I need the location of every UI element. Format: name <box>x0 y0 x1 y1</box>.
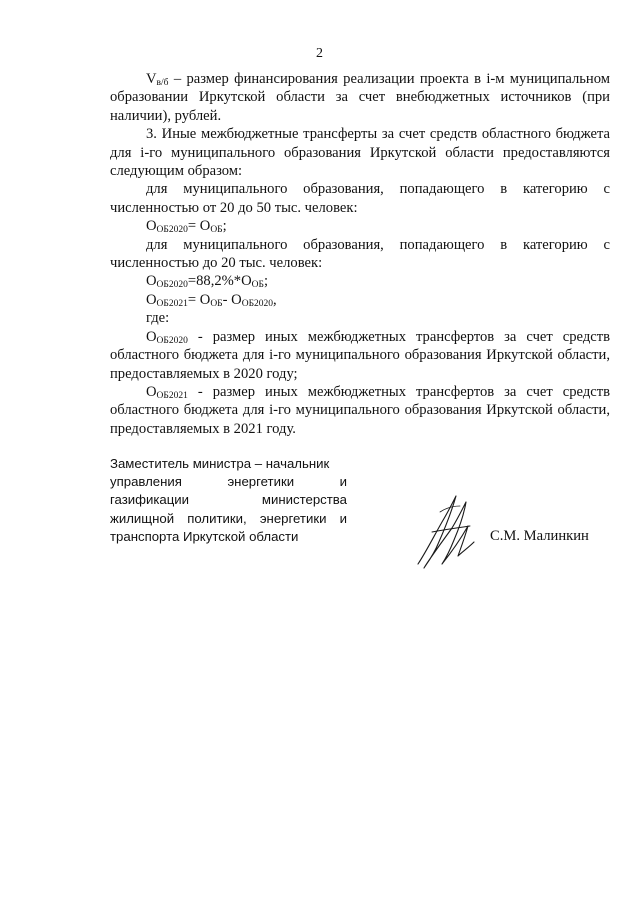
formula-2021: $О_{ОБ2021}= О_{ОБ}-$ $О_{ОБ2020}$, <box>146 291 277 309</box>
paragraph-text: – размер финансирования реализации проекта в i-м муниципальном образовании Иркутской области за счет внебюджетных источников (при наличии), рублей. <box>110 71 610 124</box>
signatory-line-3: газификации министерства <box>110 492 347 508</box>
handwritten-signature <box>412 492 482 572</box>
paragraph-item-3: 3. Иные межбюджетные трансферты за счет средств областного бюджета для i-го муниципального образования Иркутской области предоставляются следующим образом: <box>110 126 610 180</box>
signatory-line-4: жилищной политики, энергетики и <box>110 510 347 526</box>
formula-2020-small: $О_{ОБ2020}=88,2\%*О_{ОБ}$; <box>146 273 269 291</box>
symbol-subscript: в/б <box>156 78 169 88</box>
definition-2021: $О_{ОБ2021}$ - размер иных межбюджетных трансфертов за счет средств областного бюджета для i-го муниципального образования Иркутской области, предоставляемых в 2021 году. <box>110 383 610 437</box>
symbol: V <box>146 71 157 87</box>
signatory-name: С.М. Малинкин <box>490 528 589 544</box>
paragraph-category-20-50: для муниципального образования, попадающего в категорию с численностью от 20 до 50 тыс. человек: <box>110 181 610 216</box>
signatory-line-5: транспорта Иркутской области <box>110 528 299 544</box>
where-label: где: <box>146 310 170 327</box>
signatory-line-1: Заместитель министра – начальник <box>110 456 330 471</box>
definition-2020: $О_{ОБ2020}$ - размер иных межбюджетных трансфертов за счет средств областного бюджета для i-го муниципального образования Иркутской области, предоставляемых в 2020 году; <box>110 328 610 382</box>
signatory-title <box>110 455 347 546</box>
paragraph-category-under-20: для муниципального образования, попадающего в категорию с численностью до 20 тыс. человек: <box>110 236 610 272</box>
paragraph-vbb <box>110 70 610 125</box>
formula-2020-large: $О_{ОБ2020}= О_{ОБ}$; <box>146 218 227 236</box>
page-number: 2 <box>316 46 323 61</box>
signatory-line-2: управления энергетики и <box>110 474 347 490</box>
document-body <box>110 70 610 438</box>
